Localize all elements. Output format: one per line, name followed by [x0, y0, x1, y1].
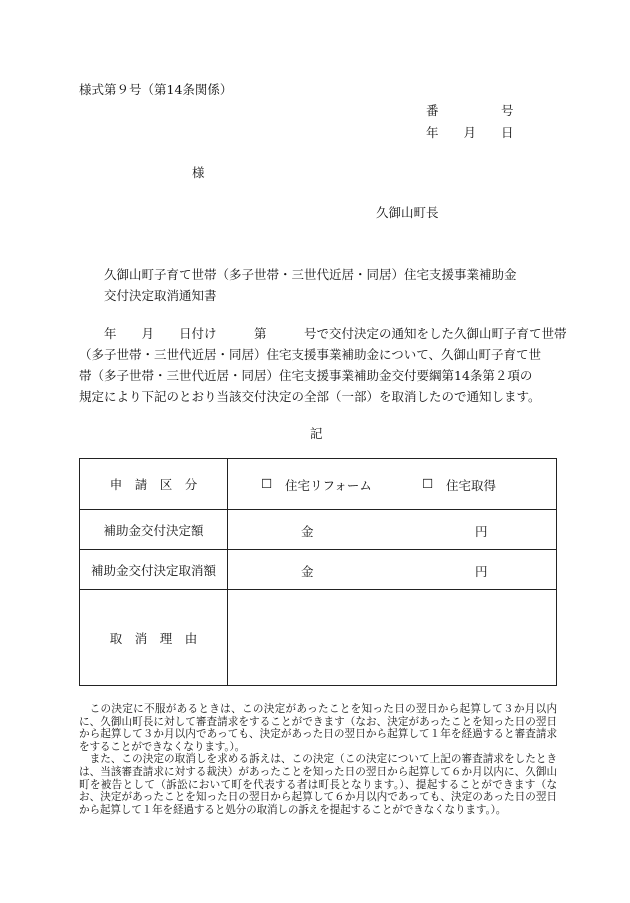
- cancel-amount-row: [80, 550, 556, 590]
- note-lawsuit: また、この決定の取消しを求める訴えは、この決定（この決定について上記の審査請求をしたときは、当該審査請求に対する裁決）があったことを知った日の翌日から起算して６か月以内に、久御山町を被告として（訴訟において町を代表する者は町長となります。）、提起することができます（なお、決定があったことを知った日の翌日から起算して６か月以内であっても、決定のあった日の翌日から起算して１年を経過すると処分の取消しの訴えを提起することができなくなります。）。: [79, 753, 557, 816]
- issuer: 久御山町長: [376, 205, 439, 220]
- body-line-2: （多子世帯・三世代近居・同居）住宅支援事業補助金について、久御山町子育て世: [79, 347, 542, 362]
- yen-label: 円: [475, 564, 488, 579]
- kin-label: 金: [301, 524, 314, 539]
- application-type-label: 申 請 区 分: [80, 459, 228, 509]
- option-housing-reform: 住宅リフォーム: [285, 478, 372, 493]
- cancel-reason-row: [80, 590, 556, 685]
- option-housing-acquisition: 住宅取得: [446, 478, 497, 493]
- decision-table: [79, 458, 557, 686]
- title-line-2: 交付決定取消通知書: [104, 288, 217, 303]
- checkbox-icon[interactable]: ☐: [422, 476, 434, 491]
- body-line-4: 規定により下記のとおり当該交付決定の全部（一部）を取消したので通知します。: [79, 389, 541, 404]
- yen-label: 円: [475, 524, 488, 539]
- cancel-reason-label: 取 消 理 由: [80, 590, 228, 685]
- decision-amount-label: 補助金交付決定額: [80, 510, 228, 549]
- title-line-1: 久御山町子育て世帯（多子世帯・三世代近居・同居）住宅支援事業補助金: [104, 267, 517, 282]
- body-line-3: 帯（多子世帯・三世代近居・同居）住宅支援事業補助金交付要綱第14条第２項の: [79, 368, 533, 383]
- note-appeal: この決定に不服があるときは、この決定があったことを知った日の翌日から起算して３か月以内に、久御山町長に対して審査請求をすることができます（なお、決定があったことを知った日の翌日から起算して３か月以内であっても、決定があった日の翌日から起算して１年を経過すると審査請求をすることができなくなります。）。: [79, 703, 557, 753]
- decision-amount-row: [80, 510, 556, 550]
- checkbox-icon[interactable]: ☐: [261, 476, 273, 491]
- appeal-notes: [79, 703, 557, 816]
- addressee-suffix: 様: [192, 165, 205, 180]
- body-line-1: 年 月 日付け 第 号で交付決定の通知をした久御山町子育て世帯: [104, 326, 567, 341]
- cancel-amount-label: 補助金交付決定取消額: [80, 550, 228, 589]
- kin-label: 金: [301, 564, 314, 579]
- application-type-row: [80, 459, 556, 510]
- date-label: 年 月 日: [426, 125, 514, 140]
- document-number-label: 番 号: [426, 103, 514, 118]
- ki-mark: 記: [310, 426, 323, 441]
- form-number: 様式第９号（第14条関係）: [79, 82, 233, 97]
